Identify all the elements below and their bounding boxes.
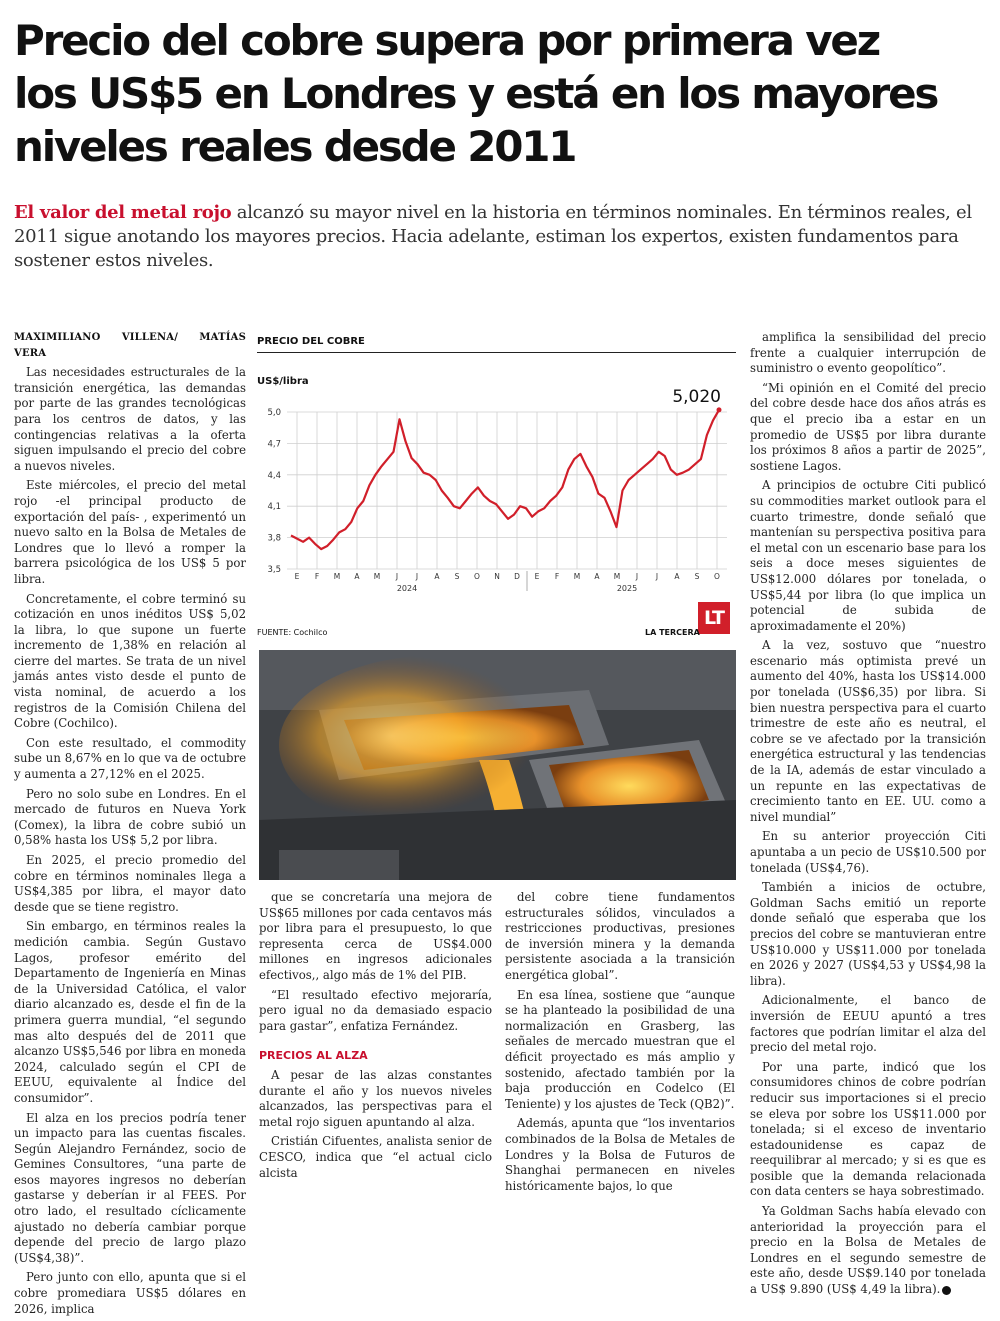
year-label: 2024 bbox=[396, 584, 418, 593]
y-tick-label: 5,0 bbox=[267, 408, 281, 418]
lead-text: alcanzó su mayor nivel en la historia en términos nominales. En términos reales, el 2011 sigue anotando los mayores precios. Hacia adelante, estiman los expertos, existen fundamentos para sostener estos niveles. bbox=[14, 202, 972, 271]
x-tick-label: J bbox=[415, 572, 419, 581]
headline-line-3: niveles reales desde 2011 bbox=[14, 122, 576, 171]
copper-price-chart bbox=[257, 330, 736, 642]
x-tick-label: A bbox=[434, 572, 440, 581]
headline-line-1: Precio del cobre supera por primera vez bbox=[14, 16, 879, 65]
year-label: 2025 bbox=[616, 584, 638, 593]
paragraph: Adicionalmente, el banco de inversión de EEUU apuntó a tres factores que podrían limitar el alza del precio del metal rojo. bbox=[750, 993, 986, 1055]
x-tick-label: S bbox=[454, 572, 460, 581]
paragraph: A la vez, sostuvo que “nuestro escenario más optimista prevé un aumento del 40%, hasta los US$14.000 por tonelada (US$6,35) por libra. Si bien nuestra perspectiva para el cuarto trimestre de este año es neutral, el cobre se ve afectado por la transición energética estructural y las tendencias de la IA, además de estar vinculado a un repunte en las expectativas de crecimiento tanto en EE. UU. como a nivel mundial” bbox=[750, 638, 986, 824]
copper-price-line bbox=[291, 410, 719, 549]
chart-title-rule bbox=[257, 352, 736, 353]
x-tick-label: F bbox=[554, 572, 560, 581]
paragraph: Pero junto con ello, apunta que si el cobre promediara US$5 dólares en 2026, implica bbox=[14, 1270, 246, 1316]
x-tick-label: A bbox=[594, 572, 600, 581]
x-tick-label: M bbox=[333, 572, 341, 581]
x-tick-label: M bbox=[373, 572, 381, 581]
x-tick-label: M bbox=[573, 572, 581, 581]
paragraph: amplifica la sensibilidad del precio frente a cualquier interrupción de suministro o evento geopolítico”. bbox=[750, 330, 986, 376]
column-1 bbox=[14, 330, 246, 1321]
y-tick-label: 3,8 bbox=[267, 533, 281, 544]
y-tick-label: 3,5 bbox=[267, 565, 281, 575]
x-tick-label: D bbox=[514, 572, 520, 581]
molten-copper-photo bbox=[259, 650, 736, 880]
paragraph: Además, apunta que “los inventarios combinados de la Bolsa de Metales de Londres y la Bolsa de Futuros de Shanghai permanecen en niveles históricamente bajos, lo que bbox=[505, 1116, 735, 1193]
last-point-marker bbox=[717, 407, 722, 412]
end-of-article-icon bbox=[942, 1286, 951, 1295]
la-tercera-logo: LT bbox=[698, 602, 730, 634]
x-tick-label: O bbox=[474, 572, 480, 581]
x-tick-label: A bbox=[674, 572, 680, 581]
paragraph: Ya Goldman Sachs había elevado con anterioridad la proyección para el precio en la Bolsa de Metales de Londres en el segundo semestre de este año, desde US$9.140 por tonelada a US$ 9.890 (US$ 4,49 la libra). bbox=[750, 1204, 986, 1297]
paragraph: “Mi opinión en el Comité del precio del cobre desde hace dos años atrás es que el precio iba a estar en un promedio de US$5 por libra durante los próximos 8 años a partir de 2025”, sostiene Lagos. bbox=[750, 380, 986, 473]
x-tick-label: J bbox=[395, 572, 399, 581]
column-3 bbox=[505, 890, 735, 1198]
y-tick-label: 4,7 bbox=[267, 439, 281, 450]
subhead-precios-al-alza: PRECIOS AL ALZA bbox=[259, 1049, 368, 1063]
x-tick-label: J bbox=[655, 572, 659, 581]
paragraph: En su anterior proyección Citi apuntaba a un pecio de US$10.500 por tonelada (US$4,76). bbox=[750, 829, 986, 875]
y-tick-label: 4,4 bbox=[267, 470, 281, 481]
headline-line-2: los US$5 en Londres y está en los mayores bbox=[14, 69, 938, 118]
lead-paragraph bbox=[14, 201, 974, 273]
paragraph: Este miércoles, el precio del metal rojo -el principal producto de exportación del país- , experimentó un nuevo salto en la Bolsa de Metales de Londres que lo llevó a romper la barrera psicológica de los US$ 5 por libra. bbox=[14, 478, 246, 586]
paragraph: Las necesidades estructurales de la transición energética, las demandas por parte de las grandes tecnológicas para los centros de datos, y las contingencias relativas a la oferta siguen impulsando el precio del cobre a nuevos niveles. bbox=[14, 365, 246, 473]
column-2 bbox=[259, 890, 492, 1185]
column-4 bbox=[750, 330, 986, 1302]
y-axis-label: US$/libra bbox=[257, 376, 309, 387]
x-tick-label: F bbox=[314, 572, 320, 581]
paragraph: En 2025, el precio promedio del cobre en términos nominales llega a US$4,385 por libra, el mayor dato desde que se tiene registro. bbox=[14, 853, 246, 914]
x-tick-label: A bbox=[354, 572, 360, 581]
lead-accent: El valor del metal rojo bbox=[14, 202, 232, 223]
paragraph: del cobre tiene fundamentos estructurales sólidos, vinculados a restricciones productivas, presiones de inversión minera y la demanda persistente asociada a la transición energética global”. bbox=[505, 890, 735, 982]
x-tick-label: E bbox=[534, 572, 540, 581]
paragraph: Por una parte, indicó que los consumidores chinos de cobre podrían reducir sus importaciones si el precio se eleva por sobre los US$11.000 por tonelada; si el exceso de inventario estadounidense es capaz de reequilibrar al mercado; y si es que es posible que la demanda relacionada con data centers se haya sobrestimado. bbox=[750, 1059, 986, 1199]
paragraph: “El resultado efectivo mejoraría, pero igual no da demasiado espacio para gastar”, enfatiza Fernández. bbox=[259, 987, 492, 1033]
final-value-label: 5,020 bbox=[672, 386, 721, 407]
paragraph: Sin embargo, en términos reales la medición cambia. Según Gustavo Lagos, profesor emérito del Departamento de Ingeniería en Minas de la Universidad Católica, el valor diario alcanzado es, desde el fin de la primera guerra mundial, “el segundo mas alto después del de 2011 que alcanzo US$5,546 por libra en moneda 2024, calculado según el CPI de EEUU, equivalente al Índice del consumidor”. bbox=[14, 919, 246, 1105]
x-tick-label: N bbox=[494, 572, 500, 581]
paragraph: También a inicios de octubre, Goldman Sachs emitió un reporte donde señaló que esperaba que los precios del cobre se mantuvieran entre US$10.000 y US$11.000 por tonelada en 2026 y 2027 (US$4,53 y US$4,98 la libra). bbox=[750, 880, 986, 988]
paragraph: En esa línea, sostiene que “aunque se ha planteado la posibilidad de una normalización en Grasberg, las señales de mercado muestran que el déficit proyectado es más amplio y sostenido, afectado también por la baja producción en Codelco (El Teniente) y los ajustes de Teck (QB2)”. bbox=[505, 987, 735, 1111]
chart-brand: LA TERCERA bbox=[645, 628, 700, 637]
chart-title: PRECIO DEL COBRE bbox=[257, 336, 365, 347]
x-tick-label: M bbox=[613, 572, 621, 581]
y-tick-label: 4,1 bbox=[267, 502, 281, 513]
x-tick-label: E bbox=[294, 572, 300, 581]
x-tick-label: O bbox=[714, 572, 720, 581]
chart-source: FUENTE: Cochilco bbox=[257, 628, 328, 637]
x-tick-label: S bbox=[694, 572, 700, 581]
chart-plot bbox=[257, 354, 736, 624]
paragraph: A pesar de las alzas constantes durante el año y los nuevos niveles alcanzados, las perspectivas para el metal rojo siguen apuntando al alza. bbox=[259, 1067, 492, 1129]
x-tick-label: J bbox=[635, 572, 639, 581]
headline bbox=[14, 14, 974, 173]
paragraph: Concretamente, el cobre terminó su cotización en unos inéditos US$ 5,02 la libra, lo que supone un fuerte incremento de 1,38% en relación al cierre del martes. Se trata de un nivel jamás antes visto desde el punto de vista nominal, de acuerdo a los registros de la Comisión Chilena del Cobre (Cochilco). bbox=[14, 591, 246, 731]
paragraph: El alza en los precios podría tener un impacto para las cuentas fiscales. Según Alejandro Fernández, socio de Gemines Consultores, “una parte de esos mayores ingresos no deberían gastarse y deberían ir al FEES. Por otro lado, el resultado cíclicamente ajustado no debería cambiar porque depende del precio de largo plazo (US$4,38)”. bbox=[14, 1110, 246, 1265]
paragraph: Con este resultado, el commodity sube un 8,67% en lo que va de octubre y aumenta a 27,12% en el 2025. bbox=[14, 735, 246, 782]
paragraph: Cristián Cifuentes, analista senior de CESCO, indica que “el actual ciclo alcista bbox=[259, 1134, 492, 1180]
paragraph: A principios de octubre Citi publicó su commodities market outlook para el cuarto trimestre, donde señaló que mantenían su perspectiva positiva para el metal con un escenario base para los seis a doce meses siguientes de US$12.000 dólares por tonelada, o US$5,44 por libra (lo que implica un potencial de subida de aproximadamente el 20%) bbox=[750, 478, 986, 633]
byline: MAXIMILIANO VILLENA/ MATÍAS VERA bbox=[14, 332, 246, 359]
paragraph: Pero no solo sube en Londres. En el mercado de futuros en Nueva York (Comex), la libra de cobre subió un 0,58% hasta los US$ 5,2 por libra. bbox=[14, 786, 246, 848]
paragraph: que se concretaría una mejora de US$65 millones por cada centavos más por libra para el presupuesto, lo que representa cerca de US$4.000 millones en ingresos adicionales efectivos,, algo más de 1% del PIB. bbox=[259, 890, 492, 982]
